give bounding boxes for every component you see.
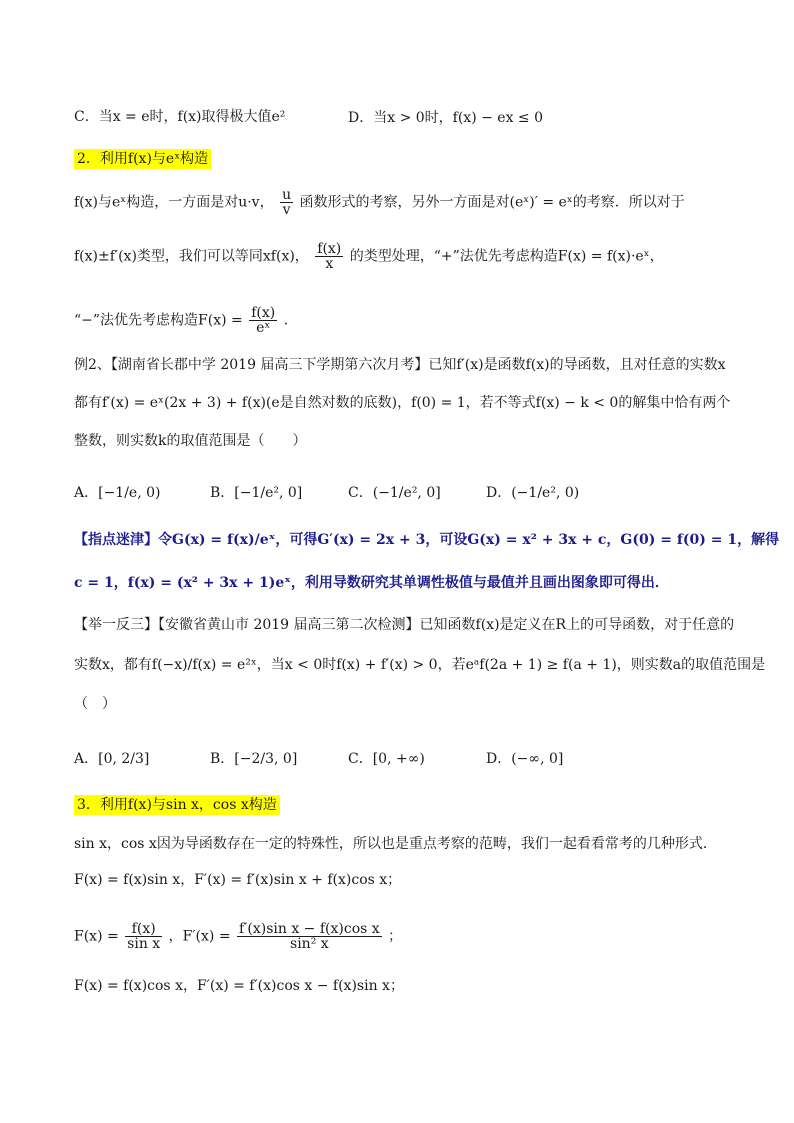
section-2-heading-text: 2．利用f(x)与eˣ构造 <box>74 149 211 169</box>
formula-1: F(x) = f(x)sin x，F′(x) = f′(x)sin x + f(x)cos x； <box>74 872 402 888</box>
fx-over-ex-fraction <box>249 306 277 335</box>
fraction-numerator: f′(x)sin x − f(x)cos x <box>239 921 380 937</box>
practice-line-3: （ ） <box>74 696 116 712</box>
fraction-numerator: u <box>282 187 292 203</box>
practice-option-a: A．[0, 2/3] <box>74 751 150 767</box>
s2-p2b: 的类型处理，“+”法优先考虑构造F(x) = f(x)·eˣ， <box>349 248 664 265</box>
section-3-heading <box>74 795 280 815</box>
section-3-heading-text: 3．利用f(x)与sin x，cos x构造 <box>74 795 280 815</box>
practice-option-d: D．(−∞, 0] <box>486 751 564 767</box>
fraction-denominator: v <box>282 202 291 218</box>
practice-option-c: C．[0, +∞) <box>348 751 425 767</box>
f2b: ，F′(x) = <box>168 928 231 945</box>
fraction-denominator: eˣ <box>256 320 271 336</box>
f2a: F(x) = <box>74 928 119 945</box>
s2-p1a: f(x)与eˣ构造，一方面是对u·v， <box>74 194 274 211</box>
fraction-denominator: sin² x <box>290 936 329 952</box>
s2-p3a: “−”法优先考虑构造F(x) = <box>74 312 243 329</box>
section-2-line-3 <box>74 306 298 335</box>
section-2-line-1 <box>74 188 685 217</box>
s2-p1b: 函数形式的考察，另外一方面是对(eˣ)′ = eˣ的考察．所以对于 <box>299 194 685 211</box>
example-2-option-b: B．[−1/e², 0] <box>210 485 303 501</box>
tip-line-1: 【指点迷津】令G(x) = f(x)/eˣ，可得G′(x) = 2x + 3，可设G(x) = x² + 3x + c，G(0) = f(0) = 1，解得 <box>74 532 780 548</box>
section-2-line-2 <box>74 242 664 271</box>
example-2-line-1: 例2、【湖南省长郡中学 2019 届高三下学期第六次月考】已知f′(x)是函数f(x)的导函数，且对任意的实数x <box>74 357 726 373</box>
derivative-quotient-fraction <box>237 922 382 951</box>
section-2-heading <box>74 149 211 169</box>
fraction-denominator: x <box>325 256 334 272</box>
fraction-denominator: sin x <box>127 936 161 952</box>
s2-p3b: ． <box>283 312 298 329</box>
fx-over-x-fraction <box>315 242 343 271</box>
practice-option-b: B．[−2/3, 0] <box>210 751 298 767</box>
fx-over-sinx-fraction <box>125 922 162 951</box>
practice-line-2: 实数x，都有f(−x)/f(x) = e²ˣ，当x < 0时f(x) + f′(x) > 0，若eᵃf(2a + 1) ≥ f(a + 1)，则实数a的取值范围是 <box>74 657 766 673</box>
option-d: D．当x > 0时，f(x) − ex ≤ 0 <box>348 110 544 126</box>
f2c: ； <box>388 928 403 945</box>
option-c: C．当x = e时，f(x)取得极大值e² <box>74 109 286 125</box>
fraction-numerator: f(x) <box>251 305 276 321</box>
example-2-line-2: 都有f′(x) = eˣ(2x + 3) + f(x)(e是自然对数的底数)，f(0) = 1，若不等式f(x) − k < 0的解集中恰有两个 <box>74 395 731 411</box>
fraction-numerator: f(x) <box>317 241 342 257</box>
example-2-option-d: D．(−1/e², 0) <box>486 485 580 501</box>
example-2-option-c: C．(−1/e², 0] <box>348 485 441 501</box>
example-2-option-a: A．[−1/e, 0) <box>74 485 161 501</box>
s2-p2a: f(x)±f′(x)类型，我们可以等同xf(x)， <box>74 248 309 265</box>
formula-3: F(x) = f(x)cos x，F′(x) = f′(x)cos x − f(x)sin x； <box>74 978 404 994</box>
tip-line-2: c = 1，f(x) = (x² + 3x + 1)eˣ，利用导数研究其单调性极值与最值并且画出图象即可得出． <box>74 575 669 591</box>
formula-2 <box>74 922 402 951</box>
practice-line-1: 【举一反三】【安徽省黄山市 2019 届高三第二次检测】已知函数f(x)是定义在R上的可导函数，对于任意的 <box>74 617 735 633</box>
section-3-intro: sin x，cos x因为导函数存在一定的特殊性，所以也是重点考察的范畴，我们一起看看常考的几种形式． <box>74 836 717 852</box>
example-2-line-3: 整数，则实数k的取值范围是（ ） <box>74 433 307 449</box>
u-over-v-fraction <box>280 188 293 217</box>
fraction-numerator: f(x) <box>125 922 162 937</box>
